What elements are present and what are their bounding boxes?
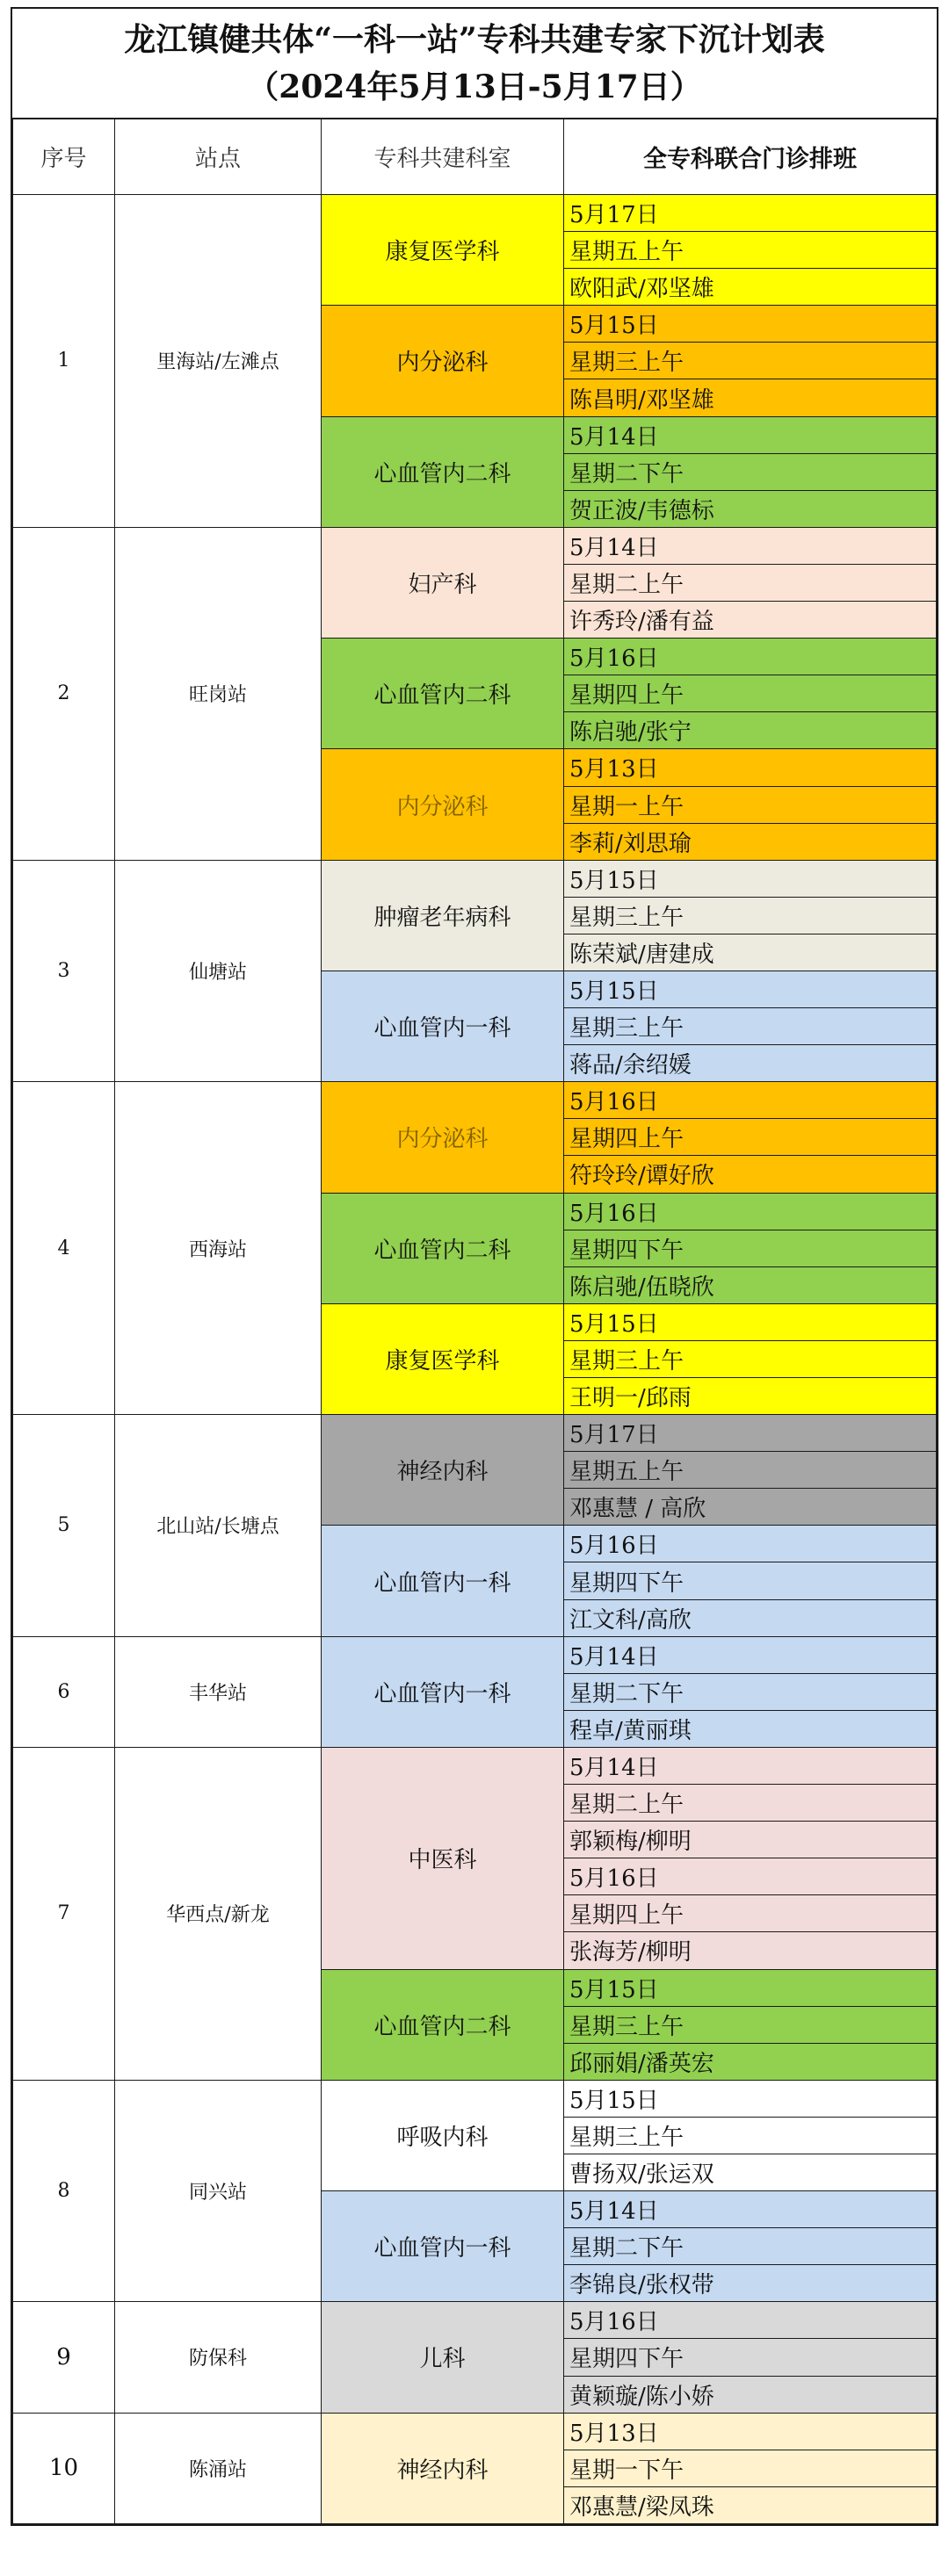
schedule-cell: 曹扬双/张运双 [564,2154,937,2190]
schedule-cell: 李锦良/张权带 [564,2265,937,2302]
station-cell: 丰华站 [115,1636,322,1747]
schedule-line-row [13,860,937,897]
schedule-cell: 王明一/邱雨 [564,1378,937,1415]
dept-cell: 心血管内二科 [322,416,564,527]
station-cell: 北山站/长塘点 [115,1415,322,1637]
seq-cell: 3 [13,860,115,1082]
dept-cell: 康复医学科 [322,1303,564,1414]
dept-cell: 肿瘤老年病科 [322,860,564,971]
schedule-cell: 5月14日 [564,2191,937,2228]
title-block [12,9,937,119]
station-cell: 陈涌站 [115,2413,322,2523]
schedule-line-row [13,195,937,232]
schedule-cell: 星期二下午 [564,453,937,490]
document-title: 龙江镇健共体“一科一站”专科共建专家下沉计划表 [124,21,825,58]
dept-cell: 心血管内二科 [322,1193,564,1303]
schedule-table [12,119,937,2524]
schedule-cell: 星期四上午 [564,675,937,712]
dept-cell: 神经内科 [322,1415,564,1526]
dept-cell: 呼吸内科 [322,2080,564,2190]
schedule-cell: 符玲玲/谭好欣 [564,1156,937,1193]
dept-cell: 心血管内二科 [322,1969,564,2080]
schedule-cell: 5月15日 [564,860,937,897]
schedule-cell: 邓惠慧/梁凤珠 [564,2486,937,2523]
station-cell: 同兴站 [115,2080,322,2302]
document-date-range: （2024年5月13日-5月17日） [247,69,702,105]
seq-cell: 9 [13,2302,115,2413]
schedule-cell: 星期四下午 [564,2339,937,2376]
schedule-cell: 5月15日 [564,2080,937,2117]
schedule-cell: 星期二上午 [564,1785,937,1822]
schedule-cell: 星期一上午 [564,786,937,823]
schedule-cell: 郭颖梅/柳明 [564,1822,937,1858]
dept-cell: 中医科 [322,1747,564,1969]
schedule-cell: 江文科/高欣 [564,1599,937,1636]
schedule-cell: 5月14日 [564,527,937,564]
seq-cell: 8 [13,2080,115,2302]
schedule-cell: 5月15日 [564,306,937,343]
dept-cell: 神经内科 [322,2413,564,2523]
schedule-cell: 张海芳/柳明 [564,1932,937,1969]
station-cell: 旺岗站 [115,527,322,860]
schedule-cell: 5月16日 [564,2302,937,2339]
header-row [13,119,937,195]
schedule-cell: 星期三上午 [564,343,937,379]
schedule-cell: 5月14日 [564,1636,937,1673]
dept-cell: 心血管内一科 [322,1526,564,1636]
dept-cell: 心血管内一科 [322,971,564,1081]
schedule-document [11,7,938,2526]
schedule-cell: 星期三上午 [564,2117,937,2154]
schedule-cell: 5月13日 [564,749,937,786]
schedule-cell: 星期四上午 [564,1895,937,1932]
schedule-line-row [13,2302,937,2339]
dept-cell: 内分泌科 [322,1082,564,1193]
schedule-cell: 5月15日 [564,1969,937,2006]
schedule-cell: 5月13日 [564,2413,937,2450]
schedule-cell: 星期三上午 [564,897,937,934]
station-cell: 仙塘站 [115,860,322,1082]
schedule-cell: 5月15日 [564,1303,937,1340]
dept-cell: 内分泌科 [322,749,564,860]
schedule-cell: 5月17日 [564,195,937,232]
schedule-line-row [13,1747,937,1784]
dept-cell: 心血管内二科 [322,639,564,749]
schedule-cell: 邓惠慧 / 高欣 [564,1489,937,1526]
schedule-cell: 许秀玲/潘有益 [564,602,937,639]
schedule-cell: 5月15日 [564,971,937,1007]
schedule-cell: 5月16日 [564,1858,937,1895]
schedule-cell: 星期二下午 [564,2228,937,2265]
seq-cell: 4 [13,1082,115,1415]
schedule-cell: 星期四上午 [564,1119,937,1156]
schedule-cell: 黄颖璇/陈小娇 [564,2376,937,2413]
schedule-cell: 星期二下午 [564,1673,937,1710]
seq-cell: 2 [13,527,115,860]
schedule-cell: 5月14日 [564,416,937,453]
station-cell: 华西点/新龙 [115,1747,322,2080]
schedule-cell: 5月14日 [564,1747,937,1784]
schedule-line-row [13,2413,937,2450]
header-schedule: 全专科联合门诊排班 [564,119,937,195]
header-station: 站点 [115,119,322,195]
schedule-cell: 星期三上午 [564,1340,937,1377]
schedule-cell: 贺正波/韦德标 [564,490,937,527]
schedule-cell: 星期三上午 [564,1008,937,1045]
schedule-cell: 欧阳武/邓坚雄 [564,269,937,306]
schedule-cell: 5月16日 [564,1526,937,1562]
schedule-line-row [13,2080,937,2117]
schedule-cell: 5月17日 [564,1415,937,1452]
schedule-cell: 陈荣斌/唐建成 [564,934,937,971]
seq-cell: 1 [13,195,115,528]
schedule-cell: 蒋品/余绍媛 [564,1045,937,1082]
schedule-body [13,195,937,2524]
schedule-cell: 陈昌明/邓坚雄 [564,379,937,416]
seq-cell: 5 [13,1415,115,1637]
schedule-cell: 星期二上午 [564,564,937,601]
header-seq: 序号 [13,119,115,195]
schedule-cell: 邱丽娟/潘英宏 [564,2043,937,2080]
seq-cell: 10 [13,2413,115,2523]
schedule-cell: 陈启驰/伍晓欣 [564,1266,937,1303]
schedule-cell: 星期一下午 [564,2450,937,2486]
station-cell: 防保科 [115,2302,322,2413]
station-cell: 里海站/左滩点 [115,195,322,528]
schedule-cell: 星期五上午 [564,1452,937,1489]
schedule-cell: 5月16日 [564,1082,937,1119]
dept-cell: 内分泌科 [322,306,564,416]
station-cell: 西海站 [115,1082,322,1415]
schedule-cell: 星期四下午 [564,1230,937,1266]
schedule-line-row [13,527,937,564]
dept-cell: 心血管内一科 [322,1636,564,1747]
schedule-cell: 5月16日 [564,639,937,675]
schedule-line-row [13,1636,937,1673]
schedule-line-row [13,1082,937,1119]
dept-cell: 儿科 [322,2302,564,2413]
schedule-cell: 星期三上午 [564,2006,937,2043]
schedule-line-row [13,1415,937,1452]
seq-cell: 7 [13,1747,115,2080]
schedule-cell: 星期四下午 [564,1562,937,1599]
dept-cell: 康复医学科 [322,195,564,306]
schedule-cell: 星期五上午 [564,232,937,269]
schedule-cell: 5月16日 [564,1193,937,1230]
dept-cell: 妇产科 [322,527,564,638]
dept-cell: 心血管内一科 [322,2191,564,2302]
header-dept: 专科共建科室 [322,119,564,195]
schedule-cell: 程卓/黄丽琪 [564,1710,937,1747]
schedule-cell: 李莉/刘思瑜 [564,823,937,860]
seq-cell: 6 [13,1636,115,1747]
schedule-cell: 陈启驰/张宁 [564,712,937,749]
